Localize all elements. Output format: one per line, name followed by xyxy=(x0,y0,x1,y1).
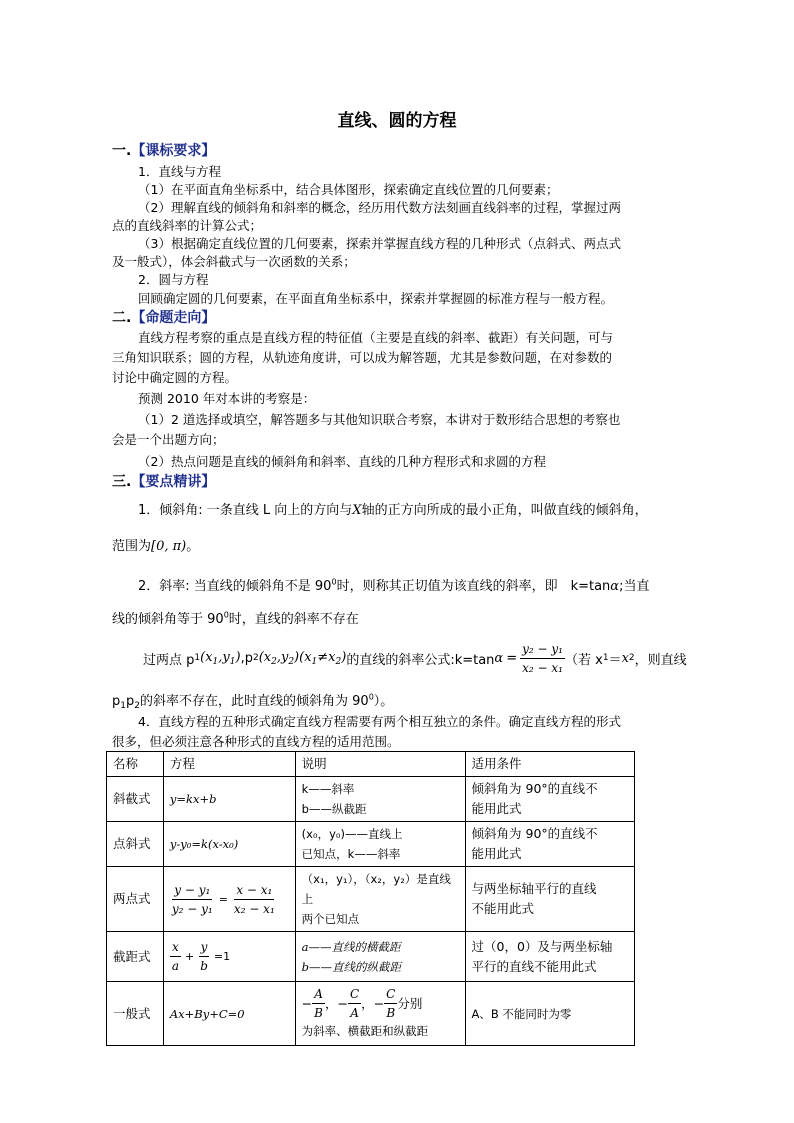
table-row xyxy=(107,932,635,982)
table-row xyxy=(107,982,635,1046)
slope-fraction: $\frac{\text{y₂ − y₁}}{\text{x₂ − x₁}}$ xyxy=(522,641,563,675)
text-line: 回顾确定圆的几何要素，在平面直角坐标系中，探索并掌握圆的标准方程与一般方程。 xyxy=(138,291,614,306)
section-label: 【命题走向】 xyxy=(131,310,216,326)
slope-definition-cont: 线的倾斜角等于 $90^0$时，直线的斜率不存在 xyxy=(112,610,359,627)
form-description: − $\frac{A}{B}$ ， − $\frac{C}{A}$ ， − $\frac{C}{B}$ 分别 为斜率、横截距和纵截距 xyxy=(295,982,465,1046)
two-point-slope-formula: 过两点 p 1 $(x_1,y_1)$ ,p 2 $(x_2,y_2)(x_1\ne x_2)$ 的直线的斜率公式:k=tan α = $\frac{\text{y₂ − y₁}}{\text{x₂ − x₁}}$ （若 x 1 ＝ x 2 ，则直线 xyxy=(143,641,687,675)
text-line: 会是一个出题方向； xyxy=(112,432,225,447)
form-name: 两点式 xyxy=(107,867,164,932)
section-label: 【课标要求】 xyxy=(131,143,216,159)
section-number: 一. xyxy=(112,143,132,159)
form-condition: 倾斜角为 90°的直线不 能用此式 xyxy=(465,822,634,867)
form-condition: 过（0，0）及与两坐标轴 平行的直线不能用此式 xyxy=(465,932,634,982)
text-line: 预测 2010 年对本讲的考察是： xyxy=(138,391,316,406)
text-line: （1）在平面直角坐标系中，结合具体图形，探索确定直线位置的几何要素； xyxy=(138,182,559,197)
form-equation: Ax+By+C=0 xyxy=(163,982,295,1046)
table-header: 名称 xyxy=(107,752,164,777)
form-description: k——斜率 b——纵截距 xyxy=(295,777,465,822)
line-equation-forms-table xyxy=(106,751,635,1046)
text-line: 讨论中确定圆的方程。 xyxy=(112,370,238,385)
section-label: 【要点精讲】 xyxy=(131,474,216,490)
text-line: 三角知识联系；圆的方程，从轨迹角度讲，可以成为解答题，尤其是参数问题，在对参数的 xyxy=(112,350,613,365)
section-heading-2 xyxy=(112,307,215,327)
section-heading-1 xyxy=(112,140,215,160)
form-equation: y=kx+b xyxy=(163,777,295,822)
text-line: 很多，但必须注意各种形式的直线方程的适用范围。 xyxy=(112,734,400,749)
table-header: 方程 xyxy=(163,752,295,777)
section-heading-3 xyxy=(112,471,215,491)
section-number: 三. xyxy=(112,474,132,490)
inclination-definition: 1．倾斜角: 一条直线 L 向上的方向与X轴的正方向所成的最小正角，叫做直线的倾斜角， xyxy=(138,503,648,518)
text-line: 1．直线与方程 xyxy=(138,164,221,179)
form-name: 截距式 xyxy=(107,932,164,982)
table-header: 说明 xyxy=(295,752,465,777)
section-number: 二. xyxy=(112,310,132,326)
text-line: （1）2 道选择或填空，解答题多与其他知识联合考察，本讲对于数形结合思想的考察也 xyxy=(138,412,621,427)
text-line: （2）热点问题是直线的倾斜角和斜率、直线的几种方程形式和求圆的方程 xyxy=(138,454,546,469)
text-line: 直线方程考察的重点是直线方程的特征值（主要是直线的斜率、截距）有关问题，可与 xyxy=(138,330,614,345)
form-description: a——直线的横截距 b——直线的纵截距 xyxy=(295,932,465,982)
form-equation: $\frac{\text{y − y₁}}{\text{y₂ − y₁}}$ = $\frac{\text{x − x₁}}{\text{x₂ − x₁}}$ xyxy=(163,867,295,932)
table-row xyxy=(107,822,635,867)
text-line: 及一般式），体会斜截式与一次函数的关系； xyxy=(112,254,356,269)
form-condition: 与两坐标轴平行的直线 不能用此式 xyxy=(465,867,634,932)
form-description: (x₀，y₀)——直线上 已知点，k——斜率 xyxy=(295,822,465,867)
form-equation: $\frac{x}{a}$ + $\frac{y}{b}$ =1 xyxy=(163,932,295,982)
form-condition: 倾斜角为 90°的直线不 能用此式 xyxy=(465,777,634,822)
text-line: 4．直线方程的五种形式确定直线方程需要有两个相互独立的条件。确定直线方程的形式 xyxy=(138,714,621,729)
slope-definition: 2．斜率: 当直线的倾斜角不是 $90^0$时，则称其正切值为该直线的斜率，即 k=tanα;当直 xyxy=(138,577,650,594)
two-point-slope-note: $p_1p_2$的斜率不存在，此时直线的倾斜角为 $90^0$）。 xyxy=(112,692,394,711)
table-row xyxy=(107,867,635,932)
table-header: 适用条件 xyxy=(465,752,634,777)
range-interval: [0, π) xyxy=(151,539,187,554)
text-line: （2）理解直线的倾斜角和斜率的概念，经历用代数方法刻画直线斜率的过程，掌握过两 xyxy=(138,200,621,215)
table-header-row xyxy=(107,752,635,777)
form-condition: A、B 不能同时为零 xyxy=(465,982,634,1046)
form-description: （x₁，y₁），（x₂，y₂）是直线上 两个已知点 xyxy=(295,867,465,932)
inclination-range: 范围为[0, π)。 xyxy=(112,539,200,554)
form-equation: y-y₀=k(x-x₀) xyxy=(163,822,295,867)
table-row xyxy=(107,777,635,822)
text-line: （3）根据确定直线位置的几何要素，探索并掌握直线方程的几种形式（点斜式、两点式 xyxy=(138,236,621,251)
text-line: 2．圆与方程 xyxy=(138,272,209,287)
form-name: 斜截式 xyxy=(107,777,164,822)
form-name: 点斜式 xyxy=(107,822,164,867)
page-title: 直线、圆的方程 xyxy=(337,111,457,131)
form-name: 一般式 xyxy=(107,982,164,1046)
text-line: 点的直线斜率的计算公式； xyxy=(112,218,263,233)
